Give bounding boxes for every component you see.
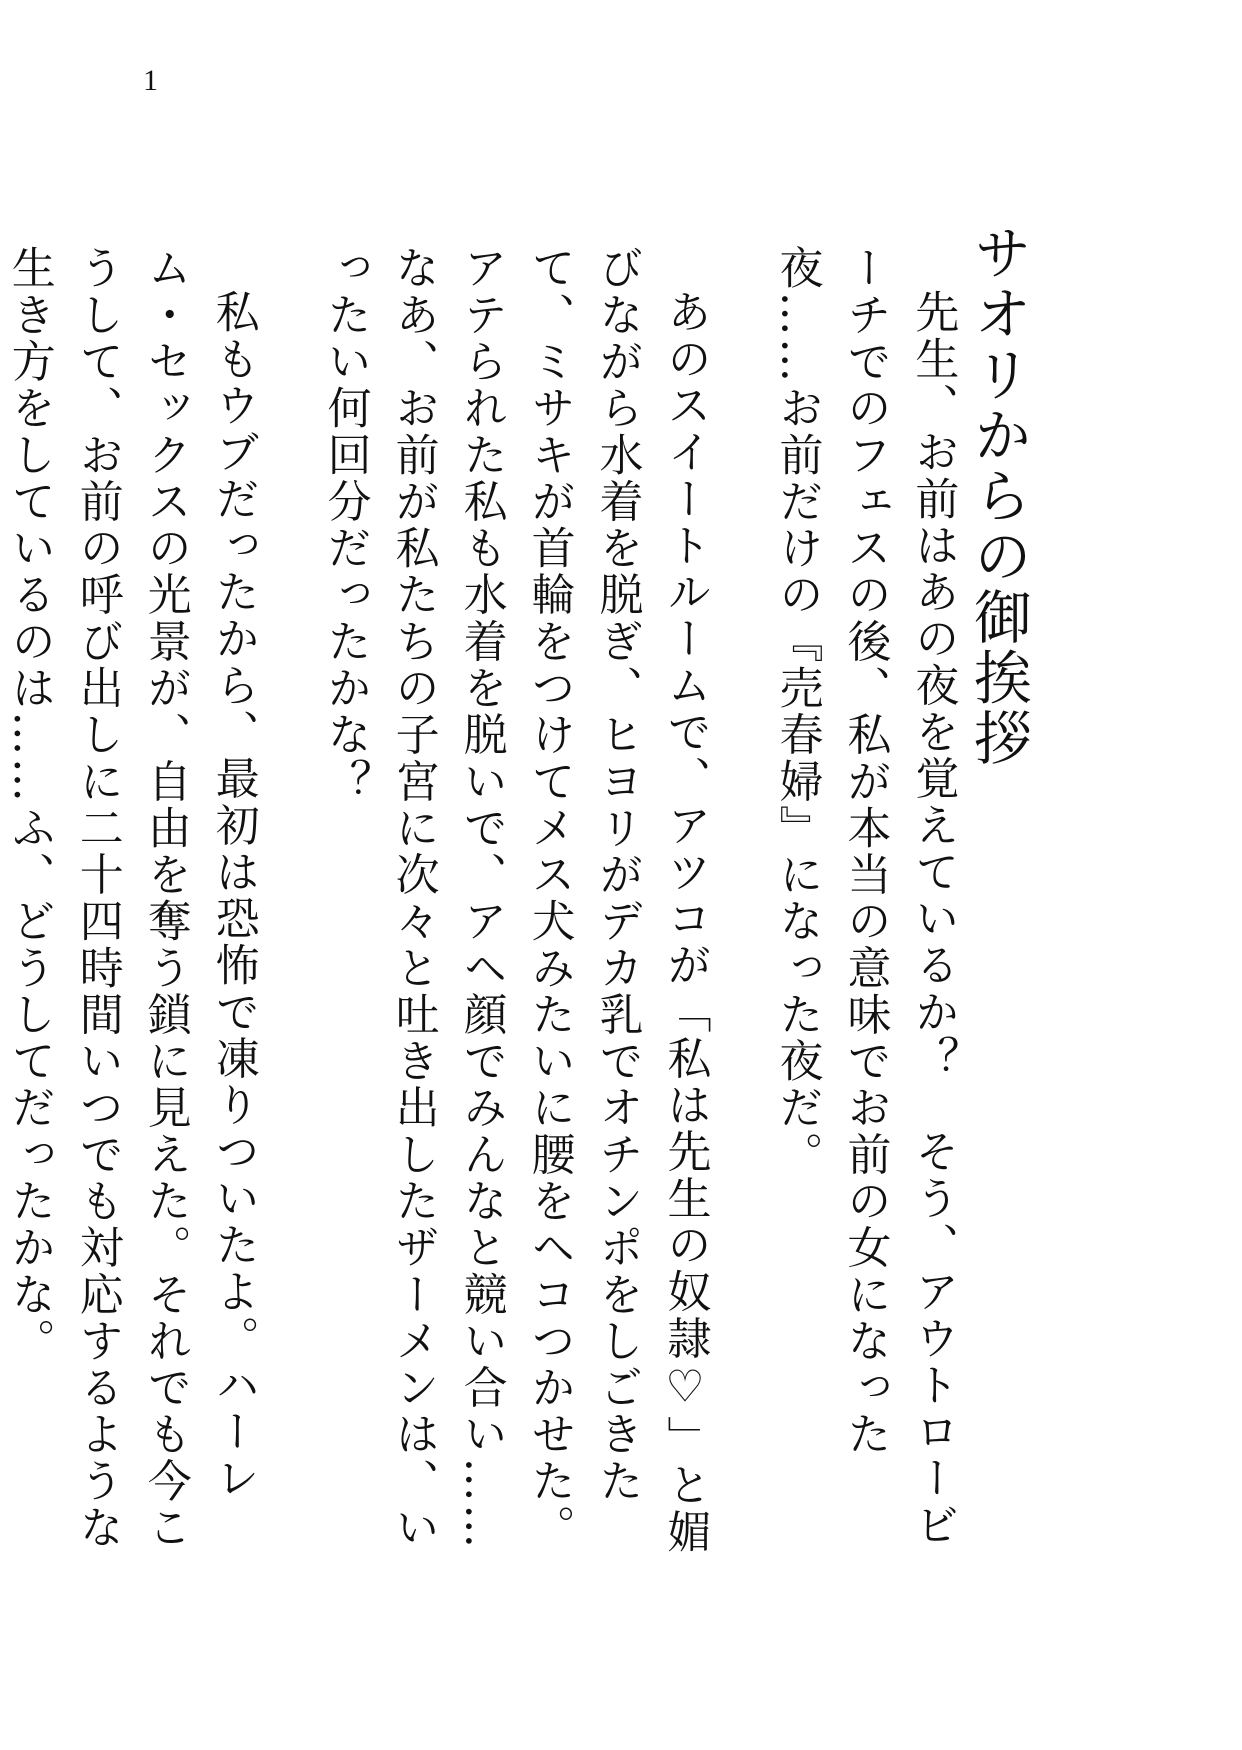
- paragraph-spacer: [267, 245, 311, 1565]
- page-number: 1: [143, 64, 158, 97]
- paragraph: 先生、お前はあの夜を覚えているか？ そう、アウトロービーチでのフェスの後、私が本当の意味でお前の女になった夜……お前だけの『売春婦』になった夜だ。: [771, 245, 959, 1549]
- story-title: サオリからの御挨拶: [964, 223, 1032, 769]
- paragraph: あのスイートルームで、アツコが「私は先生の奴隷♡」と媚びながら水着を脱ぎ、ヒヨリがデカ乳でオチンポをしごきたて、ミサキが首輪をつけてメス犬みたいに腰をヘコつかせた。アテられた私も水着を脱いで、アヘ顔でみんなと競い合い……なあ、お前が私たちの子宮に次々と吐き出したザーメンは、いったい何回分だったかな？: [319, 245, 711, 1556]
- paragraph-spacer: [719, 245, 763, 1565]
- paragraph: 私もウブだったから、最初は恐怖で凍りついたよ。ハーレム・セックスの光景が、自由を奪う鎖に見えた。それでも今こうして、お前の呼び出しに二十四時間いつでも対応するような生き方をしているのは……ふ、どうしてだったかな。: [3, 245, 259, 1551]
- story-body: [0, 223, 1032, 1565]
